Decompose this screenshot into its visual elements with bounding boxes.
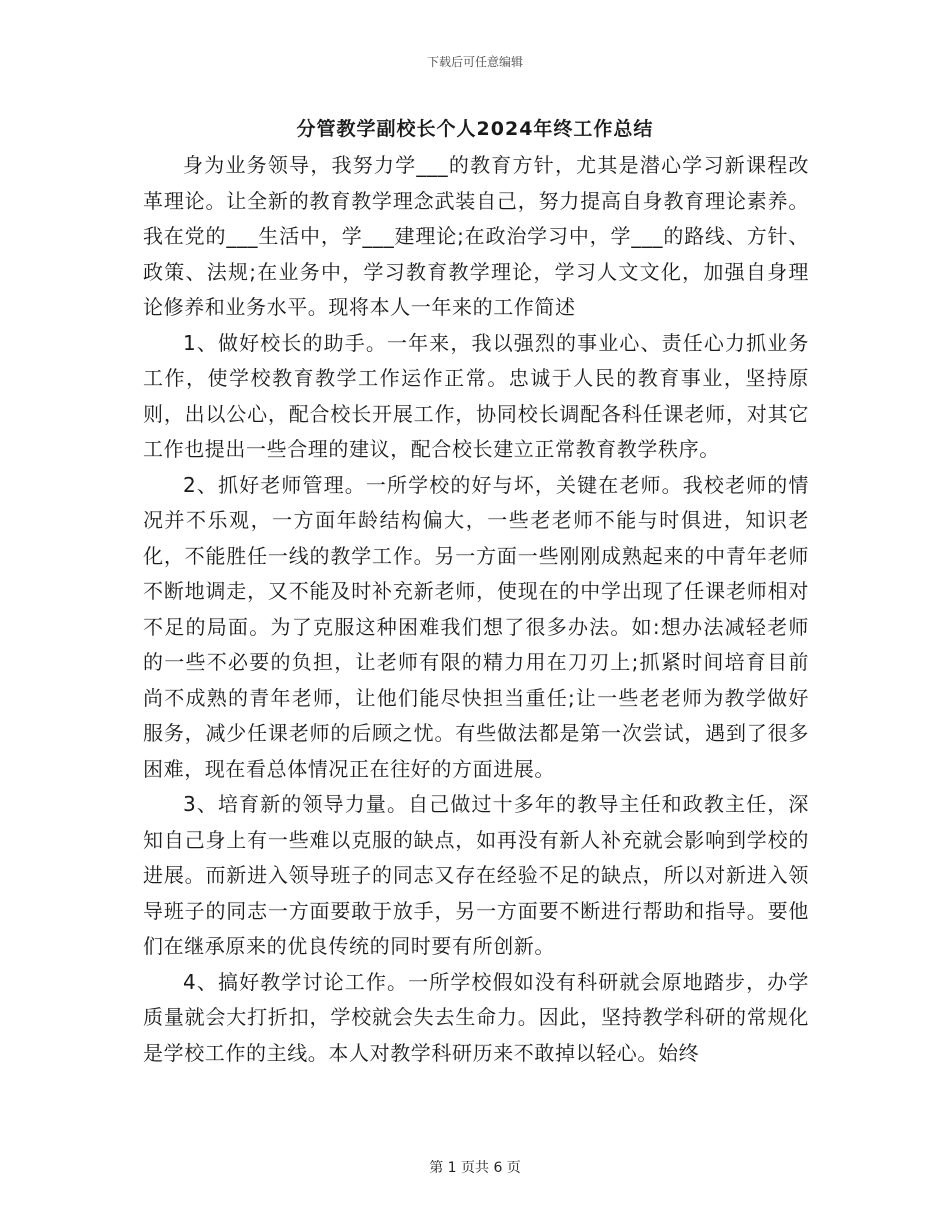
document-body [143,148,809,1071]
page-number: 第 1 页共 6 页 [429,1160,521,1176]
document-title: 分管教学副校长个人2024年终工作总结 [296,118,654,140]
paragraph-item-3: 3、培育新的领导力量。自己做过十多年的教导主任和政教主任，深知自己身上有一些难以克服的缺点，如再没有新人补充就会影响到学校的进展。而新进入领导班子的同志又存在经验不足的缺点，所以对新进入领导班子的同志一方面要敢于放手，另一方面要不断进行帮助和指导。要他们在继承原来的优良传统的同时要有所创新。 [143,792,809,958]
paragraph-item-2: 2、抓好老师管理。一所学校的好与坏，关键在老师。我校老师的情况并不乐观，一方面年龄结构偏大，一些老老师不能与时俱进，知识老化，不能胜任一线的教学工作。另一方面一些刚刚成熟起来的中青年老师不断地调走，又不能及时补充新老师，使现在的中学出现了任课老师相对不足的局面。为了克服这种困难我们想了很多办法。如:想办法减轻老师的一些不必要的负担，让老师有限的精力用在刀刃上;抓紧时间培育目前尚不成熟的青年老师，让他们能尽快担当重任;让一些老老师为教学做好服务，减少任课老师的后顾之忧。有些做法都是第一次尝试，遇到了很多困难，现在看总体情况正在往好的方面进展。 [143,472,809,781]
paragraph-item-1: 1、做好校长的助手。一年来，我以强烈的事业心、责任心力抓业务工作，使学校教育教学工作运作正常。忠诚于人民的教育事业，坚持原则，出以公心，配合校长开展工作，协同校长调配各科任课老师，对其它工作也提出一些合理的建议，配合校长建立正常教育教学秩序。 [143,330,809,461]
paragraph-intro: 身为业务领导，我努力学___的教育方针，尤其是潜心学习新课程改革理论。让全新的教育教学理念武装自己，努力提高自身教育理论素养。我在党的___生活中，学___建理论;在政治学习中，学___的路线、方针、政策、法规;在业务中，学习教育教学理论，学习人文文化，加强自身理论修养和业务水平。现将本人一年来的工作简述 [143,153,809,319]
paragraph-item-4: 4、搞好教学讨论工作。一所学校假如没有科研就会原地踏步，办学质量就会大打折扣，学校就会失去生命力。因此，坚持教学科研的常规化是学校工作的主线。本人对教学科研历来不敢掉以轻心。始终 [143,969,809,1065]
header-note: 下载后可任意编辑 [426,55,523,69]
